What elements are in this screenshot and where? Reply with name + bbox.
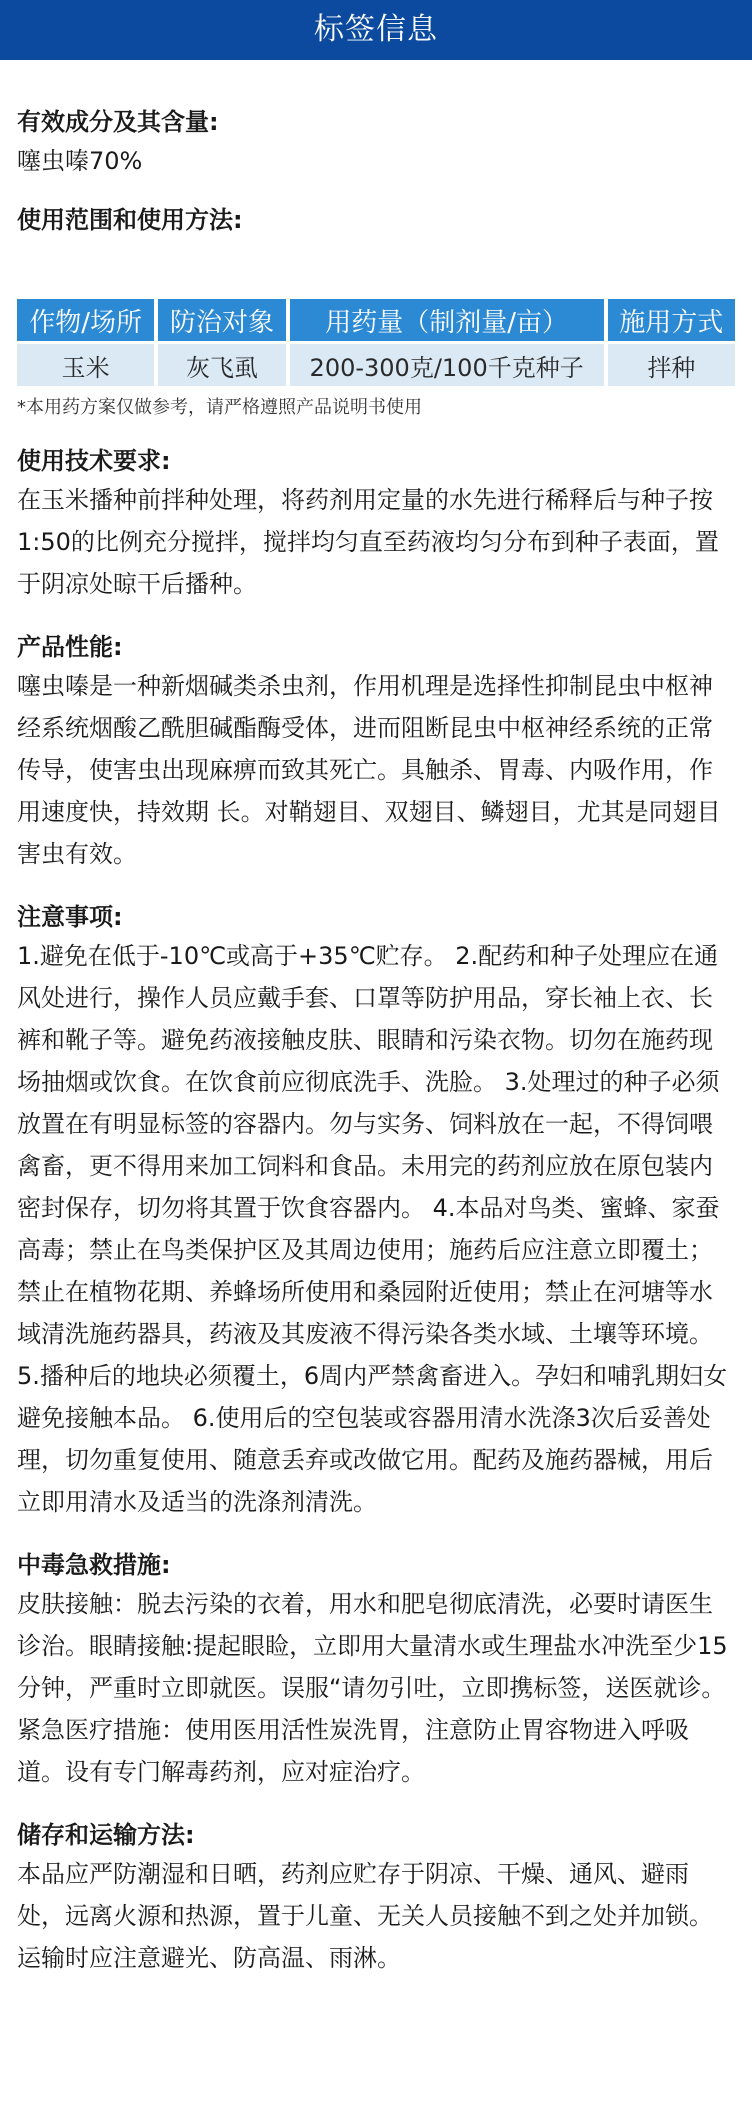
col-header-crop: 作物/场所 (17, 299, 154, 341)
storage-title: 储存和运输方法: (17, 1821, 195, 1849)
usage-note: *本用药方案仅做参考，请严格遵照产品说明书使用 (17, 397, 422, 418)
firstaid-title: 中毒急救措施: (17, 1551, 171, 1579)
dosage-table-header-row (17, 299, 735, 341)
performance-text: 噻虫嗪是一种新烟碱类杀虫剂，作用机理是选择性抑制昆虫中枢神经系统烟酸乙酰胆碱酯酶受体，进而阻断昆虫中枢神经系统的正常传导，使害虫出现麻痹而致其死亡。具触杀、胃毒、内吸作用，作用速度快，持效期 长。对鞘翅目、双翅目、鳞翅目，尤其是同翅目害虫有效。 (17, 672, 721, 868)
cell-target: 灰飞虱 (158, 344, 285, 386)
storage-text: 本品应严防潮湿和日晒，药剂应贮存于阴凉、干燥、通风、避雨处，远离火源和热源，置于儿童、无关人员接触不到之处并加锁。运输时应注意避光、防高温、雨淋。 (17, 1860, 713, 1972)
precautions-title: 注意事项: (17, 903, 123, 931)
label-info-header (0, 0, 752, 60)
col-header-method: 施用方式 (608, 299, 735, 341)
cell-dosage: 200-300克/100千克种子 (290, 344, 604, 386)
dosage-table (13, 296, 739, 389)
col-header-dosage: 用药量（制剂量/亩） (290, 299, 604, 341)
precautions-text: 1.避免在低于-10℃或高于+35℃贮存。 2.配药和种子处理应在通风处进行，操作人员应戴手套、口罩等防护用品，穿长袖上衣、长裤和靴子等。避免药液接触皮肤、眼睛和污染衣物。切勿在施药现场抽烟或饮食。在饮食前应彻底洗手、洗脸。 3.处理过的种子必须放置在有明显标签的容器内。勿与实务、饲料放在一起，不得饲喂禽畜，更不得用来加工饲料和食品。未用完的药剂应放在原包装内密封保存，切勿将其置于饮食容器内。 4.本品对鸟类、蜜蜂、家蚕高毒；禁止在鸟类保护区及其周边使用；施药后应注意立即覆土；禁止在植物花期、养蜂场所使用和桑园附近使用；禁止在河塘等水域清洗施药器具，药液及其废液不得污染各类水域、土壤等环境。 5.播种后的地块必须覆土，6周内严禁禽畜进入。孕妇和哺乳期妇女避免接触本品。 6.使用后的空包装或容器用清水洗涤3次后妥善处理，切勿重复使用、随意丢弃或改做它用。配药及施药器械，用后立即用清水及适当的洗涤剂清洗。 (17, 942, 728, 1516)
table-row (17, 344, 735, 386)
cell-crop: 玉米 (17, 344, 154, 386)
firstaid-text: 皮肤接触：脱去污染的衣着，用水和肥皂彻底清洗，必要时请医生诊治。眼睛接触:提起眼睑，立即用大量清水或生理盐水冲洗至少15分钟，严重时立即就医。误服“请勿引吐，立即携标签，送医就诊。紧急医疗措施：使用医用活性炭洗胃，注意防止胃容物进入呼吸道。设有专门解毒药剂，应对症治疗。 (17, 1590, 728, 1786)
header-title: 标签信息 (314, 12, 438, 47)
usage-title: 使用范围和使用方法: (17, 206, 243, 234)
technique-title: 使用技术要求: (17, 447, 171, 475)
ingredient-text: 噻虫嗪70% (17, 147, 143, 175)
label-content (0, 104, 752, 1979)
technique-text: 在玉米播种前拌种处理，将药剂用定量的水先进行稀释后与种子按1:50的比例充分搅拌，搅拌均匀直至药液均匀分布到种子表面，置于阴凉处晾干后播种。 (17, 486, 719, 598)
cell-method: 拌种 (608, 344, 735, 386)
ingredient-title: 有效成分及其含量: (17, 108, 219, 136)
performance-title: 产品性能: (17, 633, 123, 661)
col-header-target: 防治对象 (158, 299, 285, 341)
